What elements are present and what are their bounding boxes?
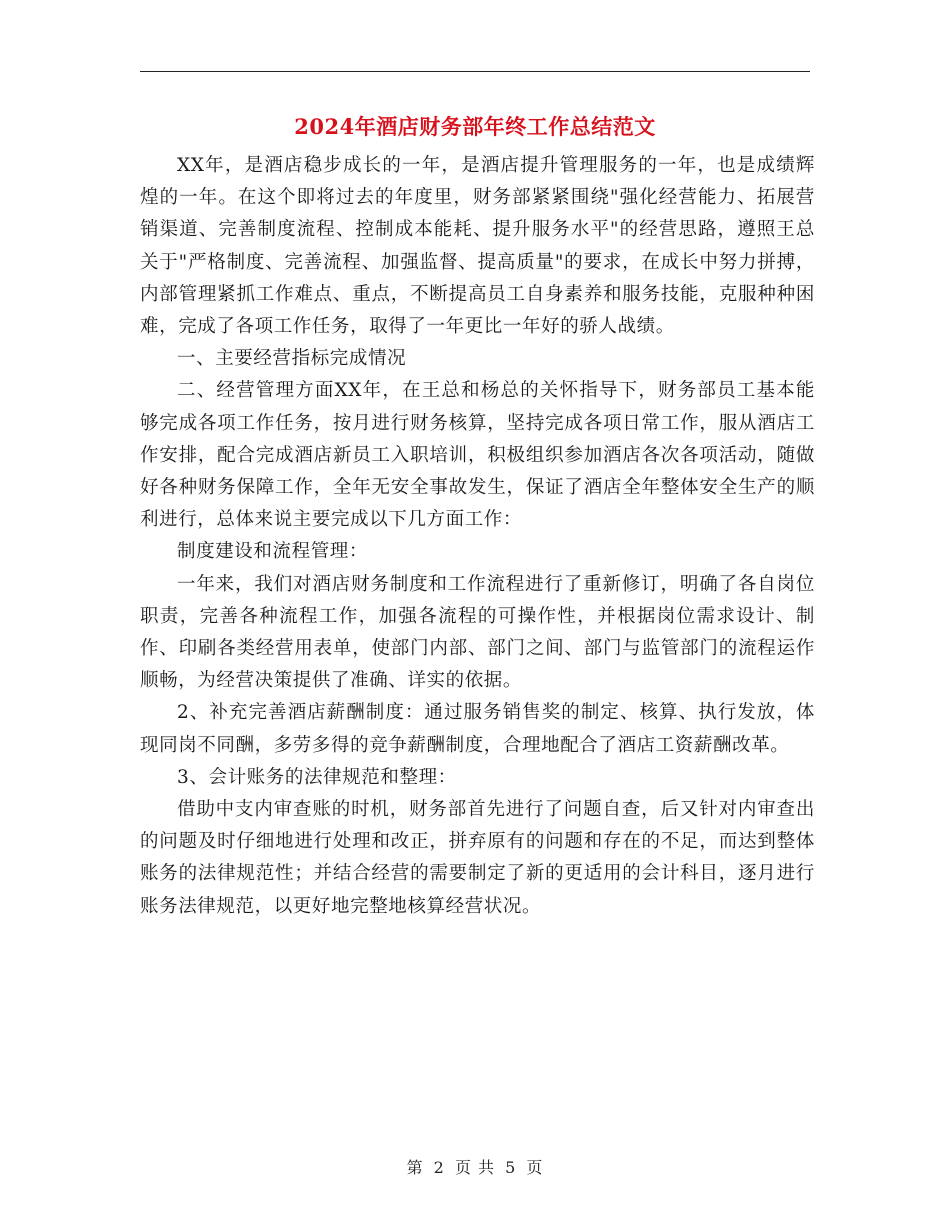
paragraph-system-detail: 一年来，我们对酒店财务制度和工作流程进行了重新修订，明确了各自岗位职责，完善各种流程工作，加强各流程的可操作性，并根据岗位需求设计、制作、印刷各类经营用表单，使部门内部、部门之间、部门与监管部门的流程运作顺畅，为经营决策提供了准确、详实的依据。	[140, 573, 815, 692]
footer-prefix: 第	[406, 1158, 424, 1177]
footer-middle: 页 共	[454, 1158, 496, 1177]
footer-suffix: 页	[526, 1158, 544, 1177]
paragraph-item-2: 2、补充完善酒店薪酬制度：通过服务销售奖的制定、核算、执行发放，体现同岗不同酬，多劳多得的竞争薪酬制度，合理地配合了酒店工资薪酬改革。	[140, 702, 815, 756]
paragraph-section-2: 二、经营管理方面XX年，在王总和杨总的关怀指导下，财务部员工基本能够完成各项工作任务，按月进行财务核算，坚持完成各项日常工作，服从酒店工作安排，配合完成酒店新员工入职培训，积极组织参加酒店各次各项活动，随做好各种财务保障工作，全年无安全事故发生，保证了酒店全年整体安全生产的顺利进行，总体来说主要完成以下几方面工作：	[140, 380, 815, 531]
header-rule	[140, 71, 810, 72]
paragraph-item-3-detail: 借助中支内审查账的时机，财务部首先进行了问题自查，后又针对内审查出的问题及时仔细地进行处理和改正，拼弃原有的问题和存在的不足，而达到整体账务的法律规范性；并结合经营的需要制定了新的更适用的会计科目，逐月进行账务法律规范，以更好地完整地核算经营状况。	[140, 799, 815, 917]
footer-current-page: 2	[433, 1158, 445, 1177]
paragraph-subheading-system: 制度建设和流程管理：	[177, 541, 369, 563]
footer-total-pages: 5	[505, 1158, 517, 1177]
document-title: 2024年酒店财务部年终工作总结范文	[294, 114, 656, 139]
page-footer	[0, 1155, 950, 1178]
paragraph-item-3-heading: 3、会计账务的法律规范和整理：	[177, 766, 457, 788]
document-body	[140, 150, 815, 923]
paragraph-intro: XX年，是酒店稳步成长的一年，是酒店提升管理服务的一年，也是成绩辉煌的一年。在这个即将过去的年度里，财务部紧紧围绕"强化经营能力、拓展营销渠道、完善制度流程、控制成本能耗、提升服务水平"的经营思路，遵照王总关于"严格制度、完善流程、加强监督、提高质量"的要求，在成长中努力拼搏，内部管理紧抓工作难点、重点，不断提高员工自身素养和服务技能，克服种种困难，完成了各项工作任务，取得了一年更比一年好的骄人战绩。	[140, 155, 815, 338]
paragraph-section-1-heading: 一、主要经营指标完成情况	[177, 348, 407, 370]
